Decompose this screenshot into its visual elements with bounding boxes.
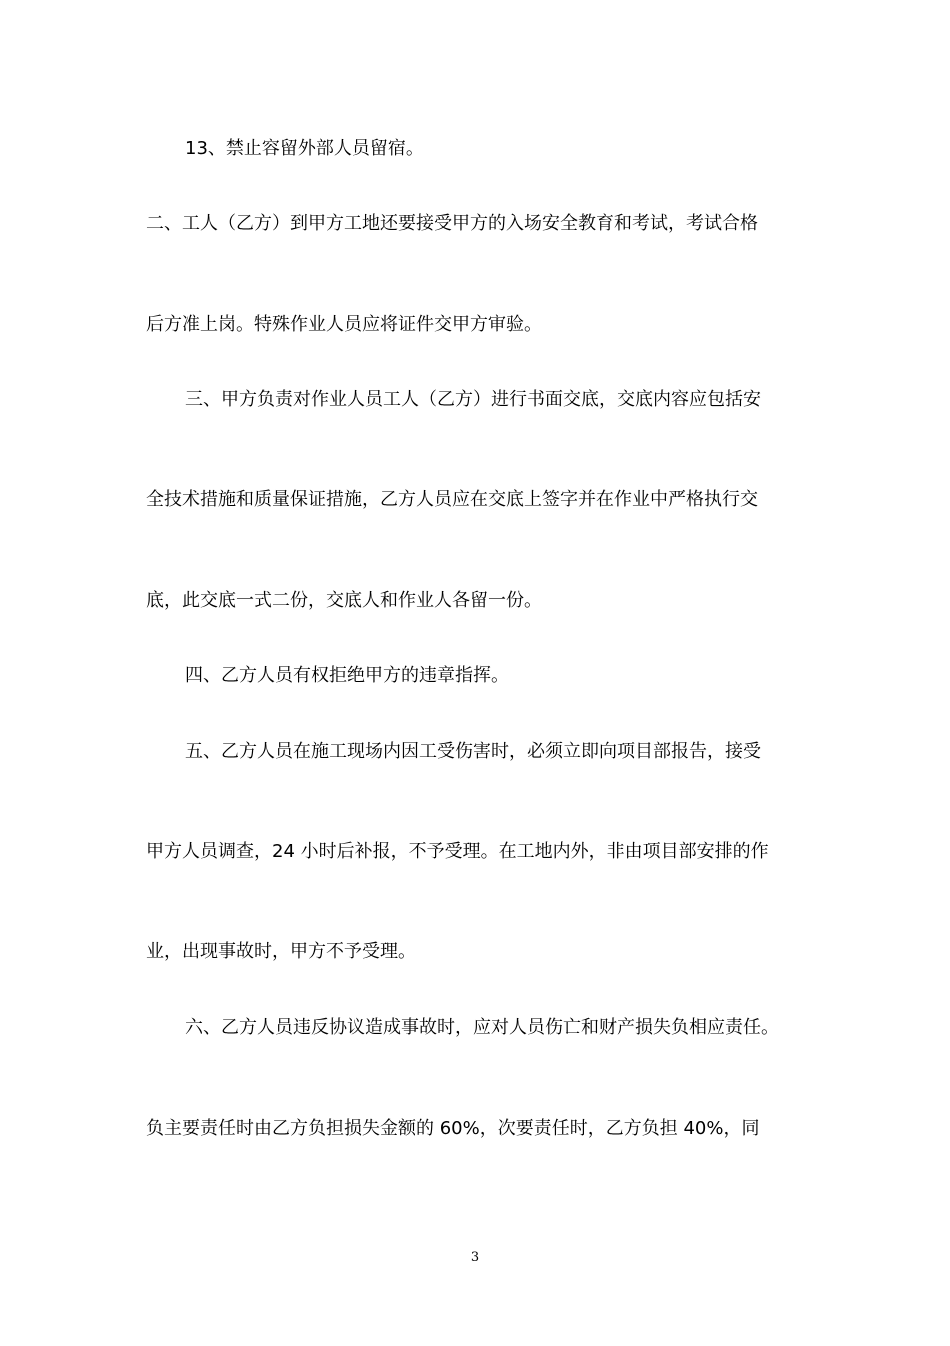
- text-line-section-5-cont-2: 业，出现事故时，甲方不予受理。: [146, 941, 416, 962]
- text-line-section-2: 二、工人（乙方）到甲方工地还要接受甲方的入场安全教育和考试，考试合格: [146, 213, 758, 234]
- text-line-section-4: 四、乙方人员有权拒绝甲方的违章指挥。: [185, 665, 509, 686]
- text-line-section-3-cont-1: 全技术措施和质量保证措施，乙方人员应在交底上签字并在作业中严格执行交: [146, 489, 758, 510]
- text-line-section-5-cont-1: 甲方人员调查，24 小时后补报，不予受理。在工地内外，非由项目部安排的作: [146, 841, 769, 862]
- text-line-section-3-cont-2: 底，此交底一式二份，交底人和作业人各留一份。: [146, 590, 542, 611]
- page-number: 3: [470, 1250, 480, 1265]
- text-line-section-2-cont: 后方准上岗。特殊作业人员应将证件交甲方审验。: [146, 314, 542, 335]
- text-line-section-3: 三、甲方负责对作业人员工人（乙方）进行书面交底，交底内容应包括安: [185, 389, 761, 410]
- text-line-section-6: 六、乙方人员违反协议造成事故时，应对人员伤亡和财产损失负相应责任。: [185, 1017, 779, 1038]
- text-line-section-5: 五、乙方人员在施工现场内因工受伤害时，必须立即向项目部报告，接受: [185, 741, 761, 762]
- text-line-section-6-cont: 负主要责任时由乙方负担损失金额的 60%，次要责任时，乙方负担 40%，同: [146, 1118, 760, 1139]
- text-line-13: 13、禁止容留外部人员留宿。: [185, 138, 424, 159]
